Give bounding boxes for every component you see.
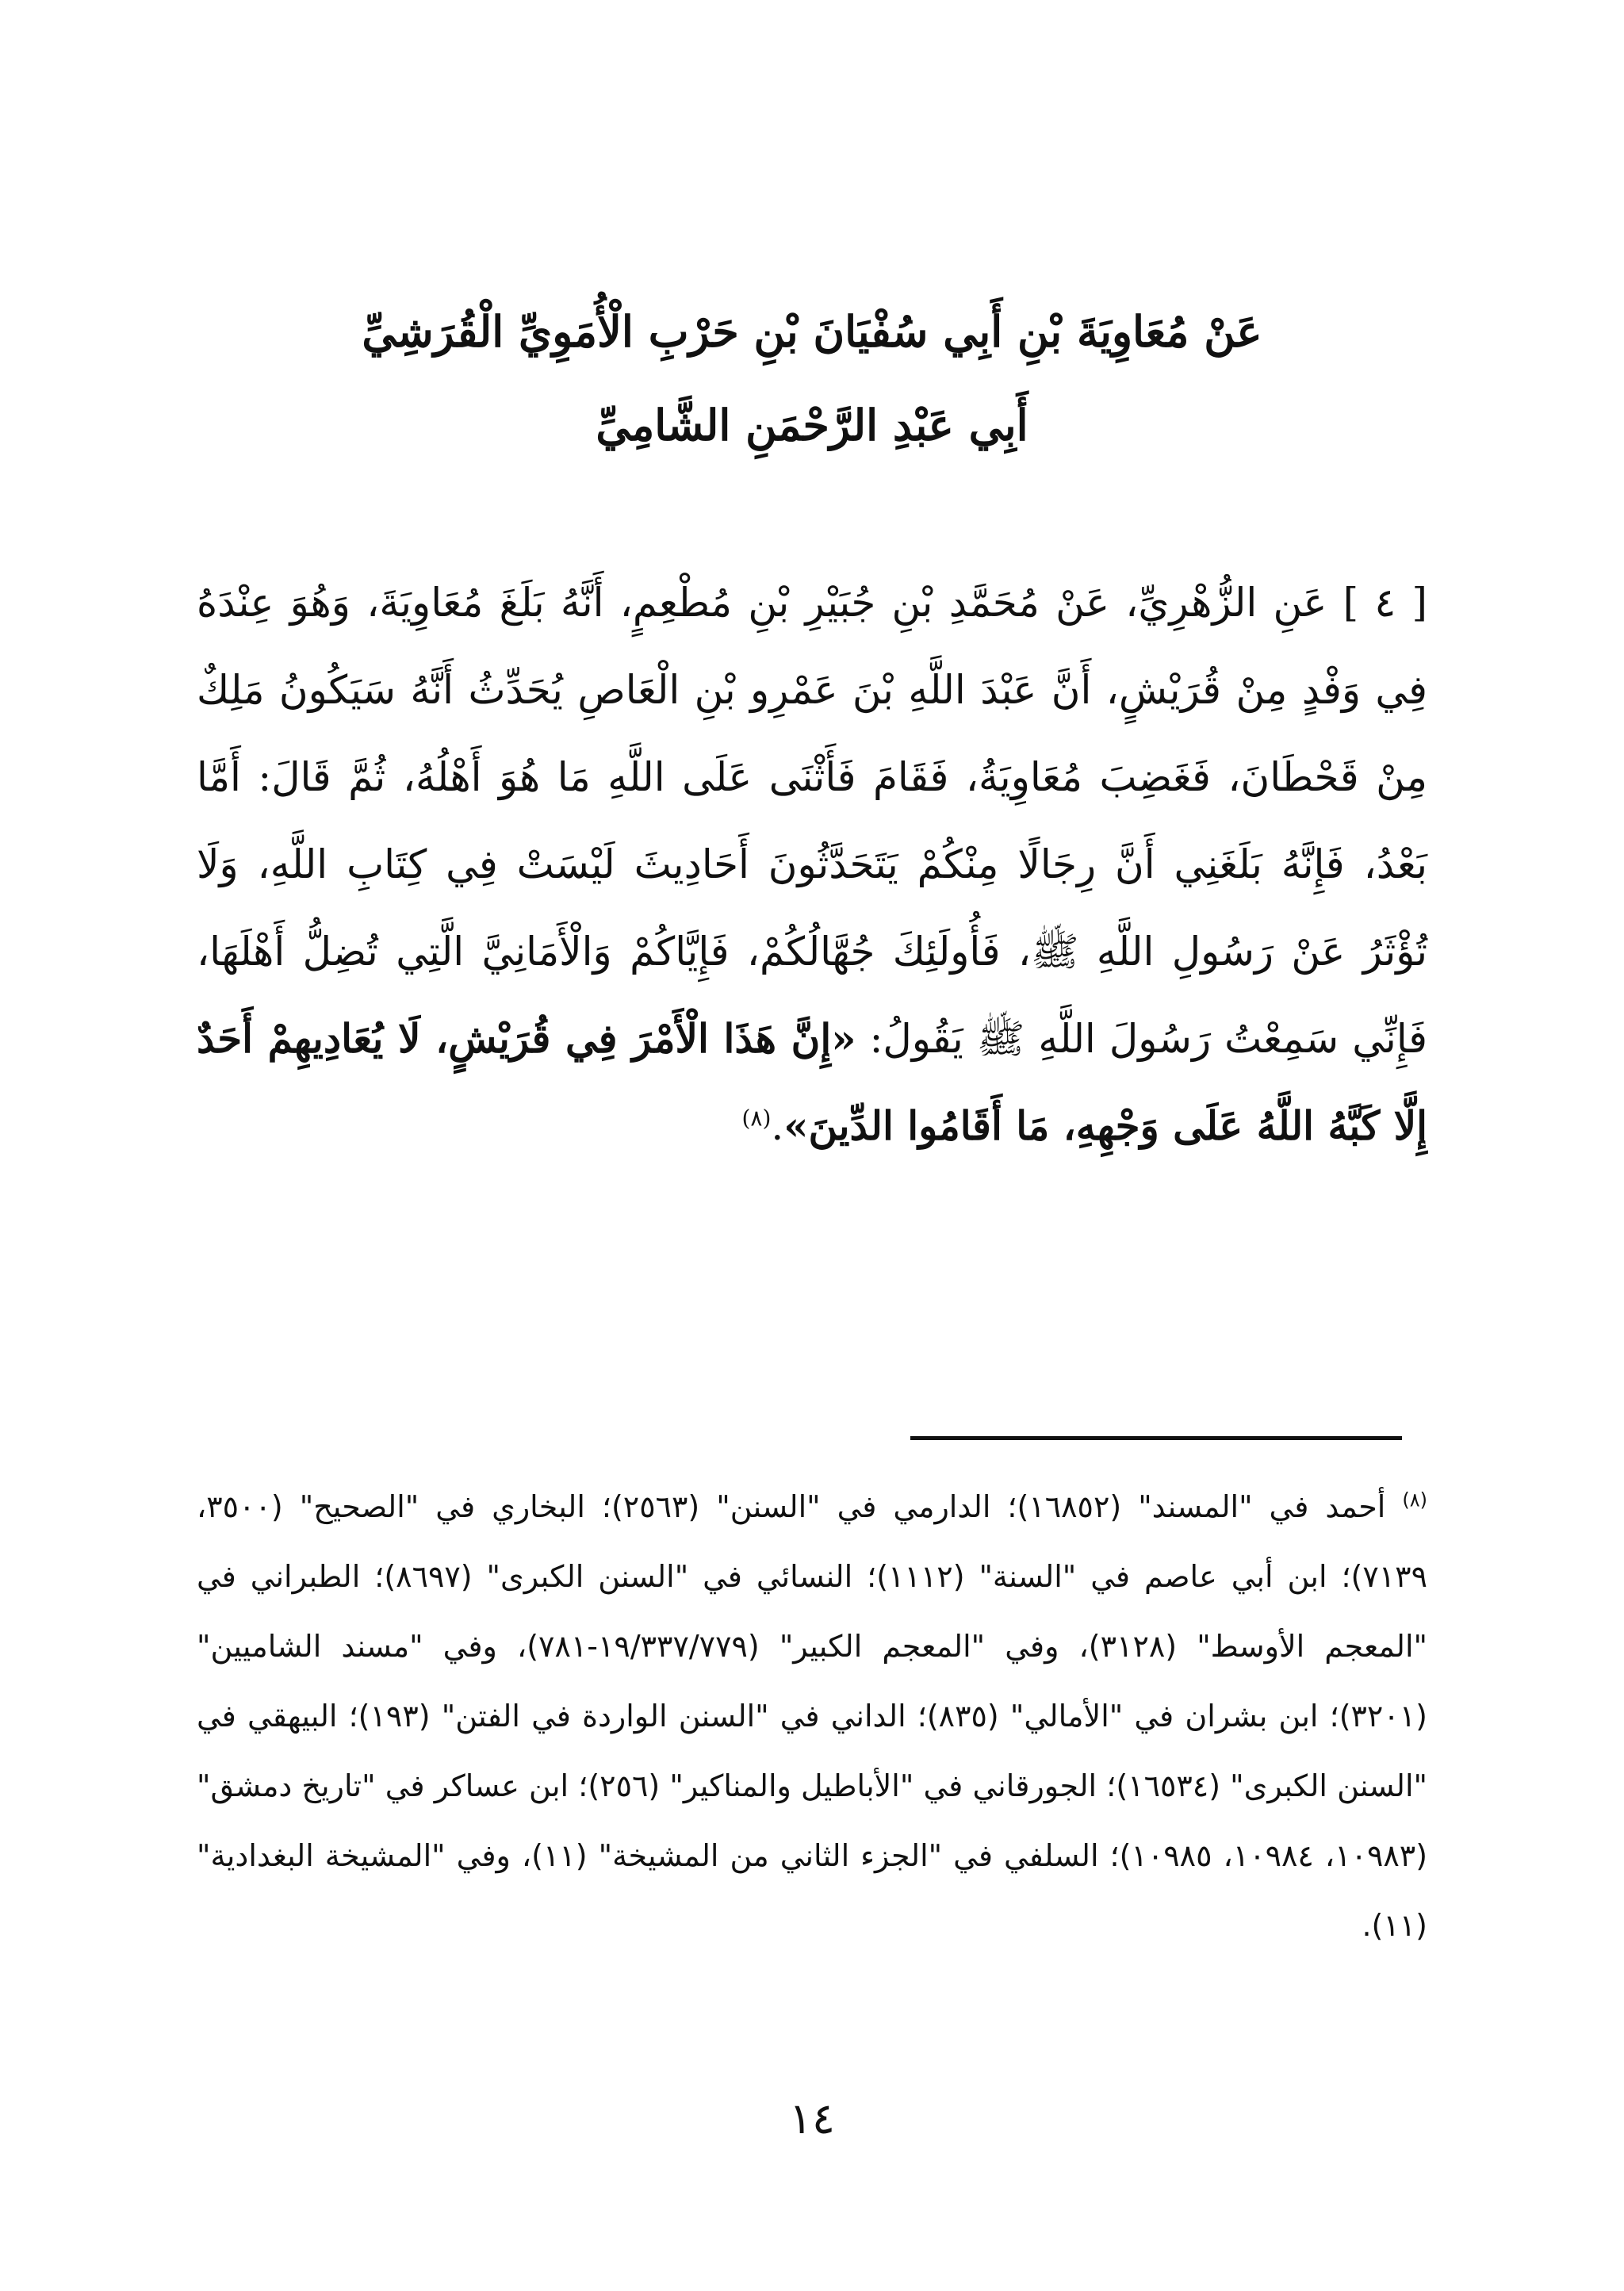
hadith-quote: «إِنَّ هَذَا الْأَمْرَ فِي قُرَيْشٍ، لَا يُعَادِيهِمْ أَحَدٌ إِلَّا كَبَّهُ اللَّهُ عَلَى وَجْهِهِ، مَا أَقَامُوا الدِّينَ» [197,1015,1427,1149]
footnote-mark: (٨) [1402,1488,1427,1511]
hadith-paragraph [197,559,1427,1170]
footnote-text: أحمد في "المسند" (١٦٨٥٢)؛ الدارمي في "السنن" (٢٥٦٣)؛ البخاري في "الصحيح" (٣٥٠٠، ٧١٣٩)؛ ابن أبي عاصم في "السنة" (١١١٢)؛ النسائي في "السنن الكبرى" (٨٦٩٧)؛ الطبراني في "المعجم الأوسط" (٣١٢٨)، وفي "المعجم الكبير" (١٩/٣٣٧/٧٧٩-٧٨١)، وفي "مسند الشاميين" (٣٢٠١)؛ ابن بشران في "الأمالي" (٨٣٥)؛ الداني في "السنن الواردة في الفتن" (١٩٣)؛ البيهقي في "السنن الكبرى" (١٦٥٣٤)؛ الجورقاني في "الأباطيل والمناكير" (٢٥٦)؛ ابن عساكر في "تاريخ دمشق" (١٠٩٨٣، ١٠٩٨٤، ١٠٩٨٥)؛ السلفي في "الجزء الثاني من المشيخة" (١١)، وفي "المشيخة البغدادية" (١١). [197,1489,1428,1943]
page-number: ١٤ [788,2094,835,2144]
hadith-number: [ ٤ ] [1342,580,1428,626]
footnote [197,1472,1427,1960]
chapter-title-line-2: أَبِي عَبْدِ الرَّحْمَنِ الشَّامِيِّ [596,400,1028,450]
hadith-end-mark: . [771,1103,784,1149]
chapter-title-line-1: عَنْ مُعَاوِيَةَ بْنِ أَبِي سُفْيَانَ بْنِ حَرْبِ الْأُمَوِيِّ الْقُرَشِيِّ [362,306,1262,357]
footnote-reference[interactable]: (٨) [741,1105,772,1132]
footnote-separator [910,1436,1402,1440]
hadith-text: عَنِ الزُّهْرِيِّ، عَنْ مُحَمَّدِ بْنِ جُبَيْرِ بْنِ مُطْعِمٍ، أَنَّهُ بَلَغَ مُعَاوِيَةَ، وَهُوَ عِنْدَهُ فِي وَفْدٍ مِنْ قُرَيْشٍ، أَنَّ عَبْدَ اللَّهِ بْنَ عَمْرِو بْنِ الْعَاصِ يُحَدِّثُ أَنَّهُ سَيَكُونُ مَلِكٌ مِنْ قَحْطَانَ، فَغَضِبَ مُعَاوِيَةُ، فَقَامَ فَأَثْنَى عَلَى اللَّهِ مَا هُوَ أَهْلُهُ، ثُمَّ قَالَ: أَمَّا بَعْدُ، فَإِنَّهُ بَلَغَنِي أَنَّ رِجَالًا مِنْكُمْ يَتَحَدَّثُونَ أَحَادِيثَ لَيْسَتْ فِي كِتَابِ اللَّهِ، وَلَا تُؤْثَرُ عَنْ رَسُولِ اللَّهِ ﷺ، فَأُولَئِكَ جُهَّالُكُمْ، فَإِيَّاكُمْ وَالْأَمَانِيَّ الَّتِي تُضِلُّ أَهْلَهَا، فَإِنِّي سَمِعْتُ رَسُولَ اللَّهِ ﷺ يَقُولُ: [197,580,1427,1062]
